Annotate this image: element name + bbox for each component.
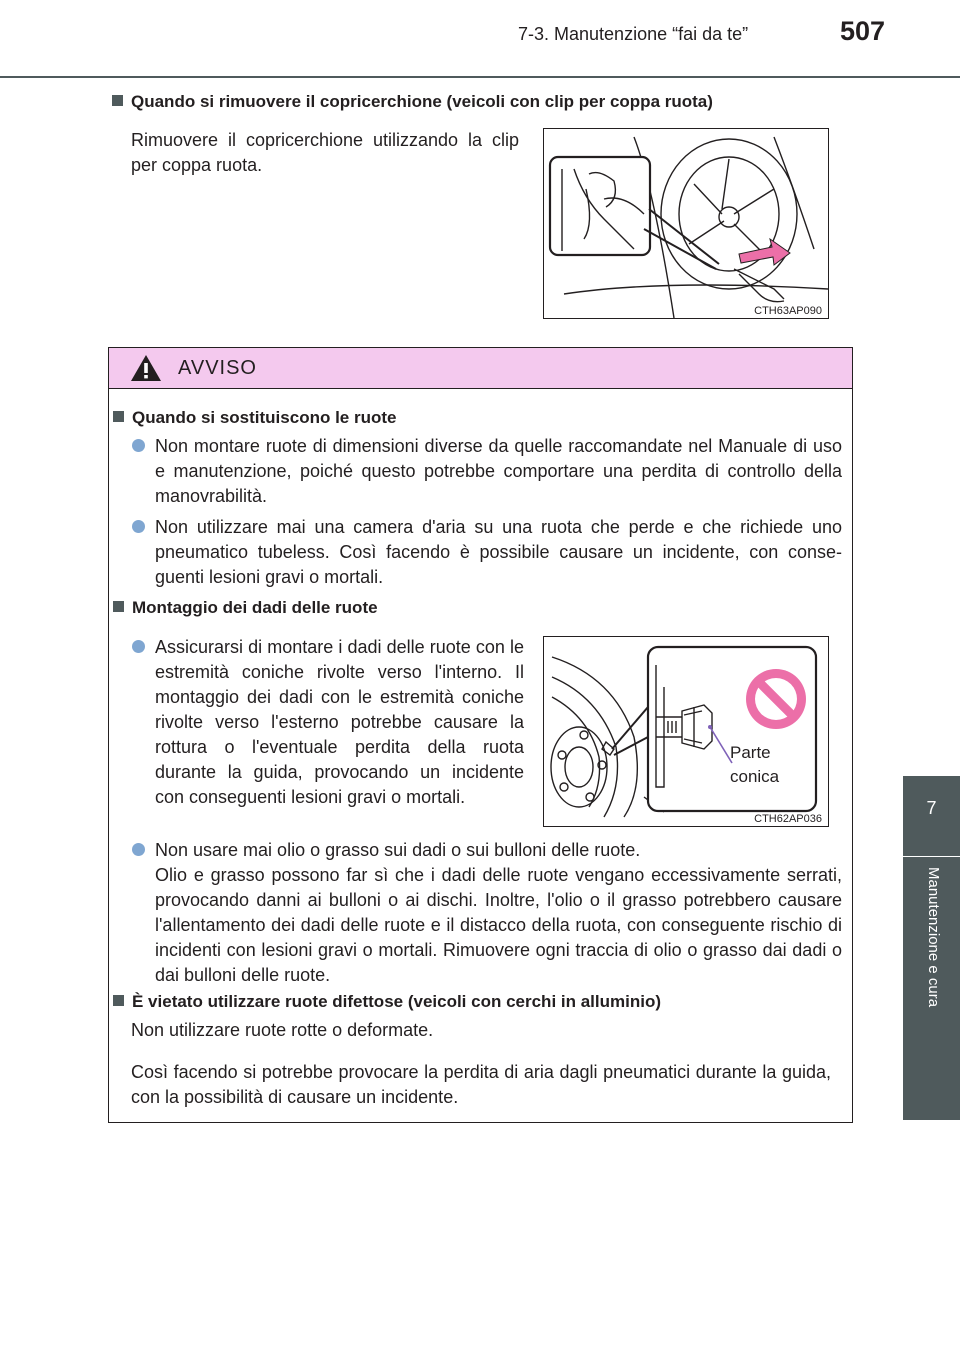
chapter-number-tab [903,776,960,856]
chapter-title: Manutenzione e cura [925,867,942,1008]
header-rule [0,76,960,78]
warning-header [109,348,852,389]
figure-code: CTH62AP036 [754,813,822,825]
list-item [132,515,842,590]
warning-title: AVVISO [178,357,257,379]
list-item-text: Non montare ruote di dimensioni diverse da quelle raccomandate nel Manuale di uso e manutenzione, poiché questo potrebbe comportare una perdita di controllo della manovrabilità. [155,436,842,506]
circle-bullet-icon [132,640,145,653]
chapter-title-tab [903,857,960,1120]
list-item-text: Assicurarsi di montare i dadi delle ruote con le estremità coniche rivolte verso l'interno. Il montaggio dei dadi con le estremità coniche rivolte verso l'esterno potrebbe causare la rottura o l'eventuale perdita della ruota durante la guida, provocando un incidente con conseguenti lesioni gravi o mortali. [155,637,524,807]
circle-bullet-icon [132,439,145,452]
paragraph: Così facendo si potrebbe provocare la perdita di aria dagli pneumatici durante la guida, con la possibilità di causare un incidente. [131,1062,831,1107]
page-number: 507 [840,16,886,46]
square-bullet-icon [113,411,124,422]
section-body: Rimuovere il copricerchione utilizzando la clip per coppa ruota. [131,130,519,175]
subheading-text: Montaggio dei dadi delle ruote [132,598,378,617]
conical-part-label [730,741,779,789]
conical-part-label-line2: conica [730,767,780,786]
subheading-text: È vietato utilizzare ruote difettose (veicoli con cerchi in alluminio) [132,992,661,1011]
square-bullet-icon [113,995,124,1006]
list-item [132,635,524,810]
circle-bullet-icon [132,843,145,856]
chapter-number: 7 [926,798,937,818]
list-item [132,838,842,988]
warning-box [108,347,853,1123]
warning-subheading [113,598,378,618]
list-item-text-line1: Non usare mai olio o grasso sui dadi o sui bulloni delle ruote. [155,840,641,860]
wheel-cap-illustration [544,129,828,318]
square-bullet-icon [113,601,124,612]
subheading-text: Quando si sostituiscono le ruote [132,408,397,427]
square-bullet-icon [112,95,123,106]
warning-subheading [113,992,661,1012]
wheel-nut-figure [543,636,829,827]
wheel-cap-removal-figure [543,128,829,319]
list-item-text-continuation: Olio e grasso possono far sì che i dadi delle ruote vengano eccessivamente serrati, provocando danni ai bulloni o ai dischi. Inoltre, l'olio o il grasso potrebbero causare l'allentamento dei dadi delle ruote e il distacco della ruota, con conseguente rischio di incidenti con lesioni gravi o mortali. Rimuovere ogni traccia di olio o grasso dai dadi o dai bulloni delle ruote. [155,865,842,985]
paragraph: Non utilizzare ruote rotte o deformate. [131,1020,434,1040]
list-item-text: Non utilizzare mai una camera d'aria su una ruota che perde e che richiede uno pneumatico tubeless. Così facendo è possibile causare un incidente, con conse-guenti lesioni gravi o mortali. [155,517,842,587]
list-item [132,434,842,509]
conical-part-label-line1: Parte [730,743,771,762]
figure-code: CTH63AP090 [754,305,822,317]
warning-subheading [113,408,396,428]
section-heading-text: Quando si rimuovere il copricerchione (veicoli con clip per coppa ruota) [131,92,713,111]
running-header-title: 7-3. Manutenzione “fai da te” [518,24,749,44]
circle-bullet-icon [132,520,145,533]
section-heading [112,92,713,112]
wheel-nut-illustration [544,637,828,826]
warning-triangle-icon [129,353,163,383]
